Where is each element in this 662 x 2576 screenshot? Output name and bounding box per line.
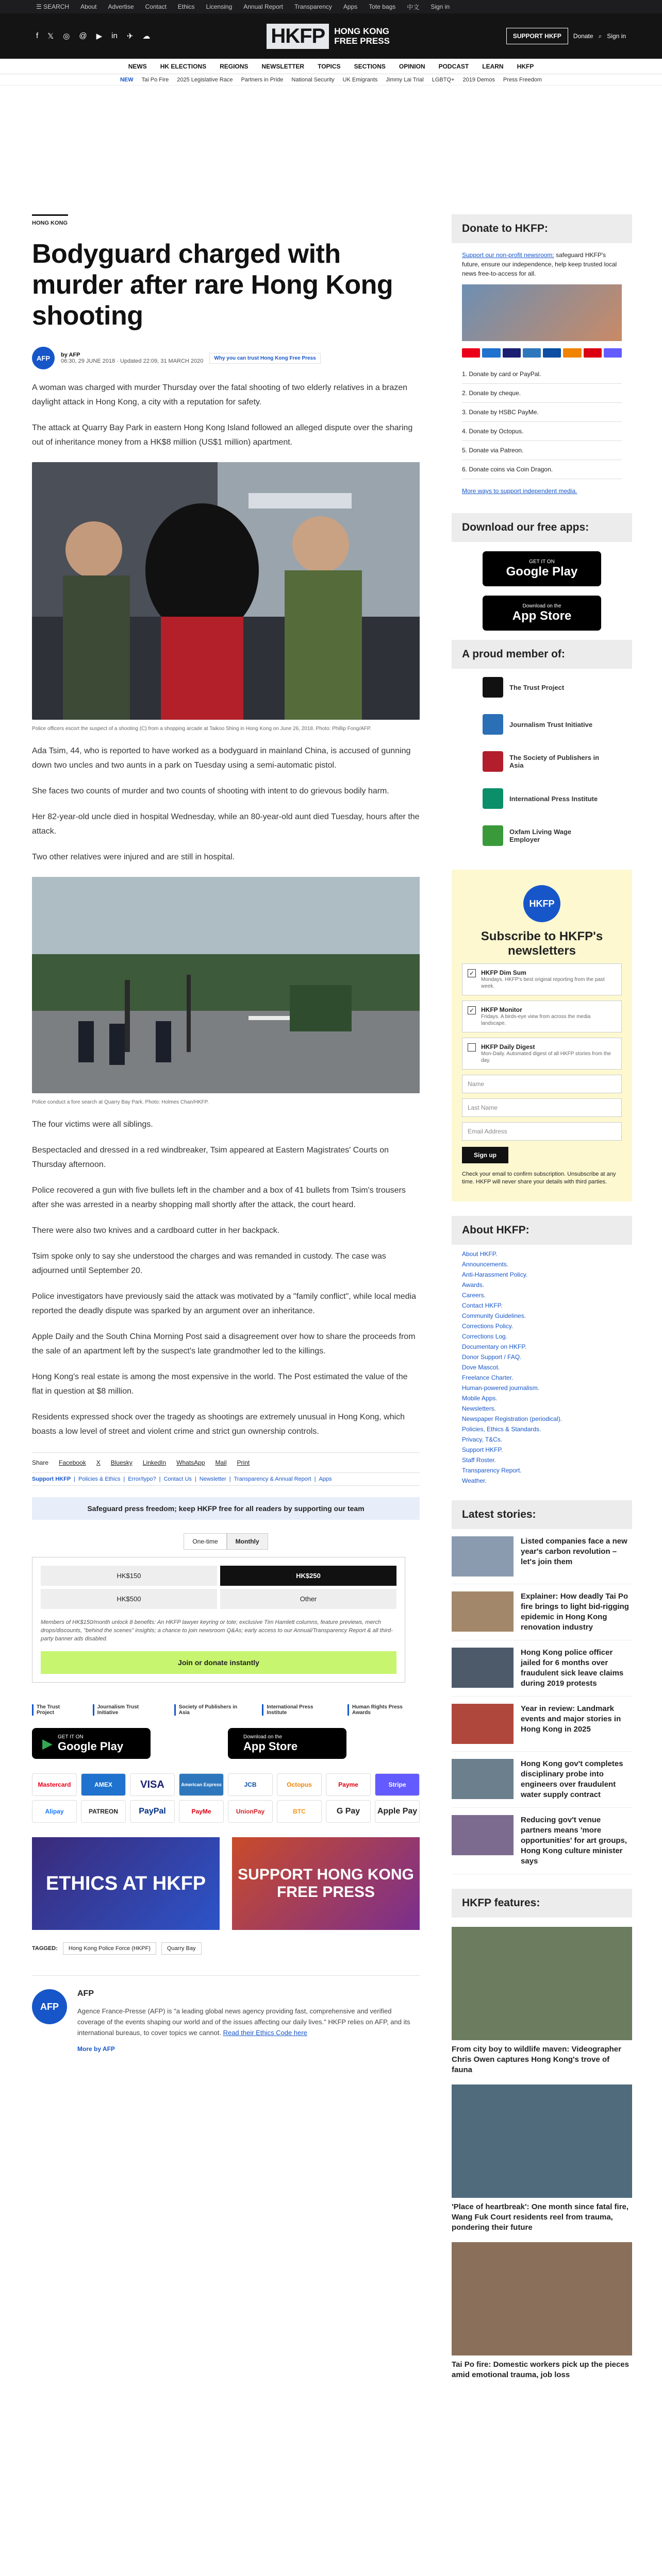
card-icon — [563, 348, 581, 358]
ipi-icon — [483, 788, 503, 809]
linkedin-icon[interactable]: in — [111, 31, 118, 40]
newsletter-name: HKFP Monitor — [481, 1006, 522, 1013]
support-link[interactable]: Policies & Ethics — [78, 1476, 121, 1482]
tags-label: TAGGED: — [32, 1945, 58, 1952]
newsletter-name: HKFP Dim Sum — [481, 969, 526, 976]
about-link[interactable]: Newspaper Registration (periodical). — [462, 1415, 562, 1422]
utility-search[interactable]: ☰ SEARCH — [36, 3, 70, 10]
about-link[interactable]: Newsletters. — [462, 1405, 496, 1412]
safeguard-banner[interactable]: Safeguard press freedom; keep HKFP free for all readers by supporting our team — [32, 1497, 420, 1520]
amount-option-other[interactable]: Other — [220, 1589, 396, 1609]
partner-logo[interactable]: Human Rights Press Awards — [347, 1704, 420, 1716]
latest-story[interactable] — [452, 1584, 632, 1640]
donate-method[interactable]: 2. Donate by cheque. — [462, 384, 622, 403]
sopa-icon — [483, 751, 503, 772]
utility-advertise[interactable]: Advertise — [108, 3, 134, 10]
ethics-banner[interactable]: ETHICS AT HKFP — [32, 1837, 220, 1930]
paragraph: A woman was charged with murder Thursday over the fatal shooting of two elderly relatives in a brazen daylight attack in Hong Kong, a city with a reputation for safety. — [32, 383, 408, 406]
as-label: App Store — [243, 1739, 298, 1753]
gp-label: Google Play — [58, 1739, 124, 1753]
about-link[interactable]: Documentary on HKFP. — [462, 1343, 527, 1350]
suspect-escort-photo — [32, 462, 420, 720]
donate-method[interactable]: 4. Donate by Octopus. — [462, 422, 622, 441]
donate-method[interactable]: 6. Donate coins via Coin Dragon. — [462, 460, 622, 479]
more-ways-link[interactable]: More ways to support independent media. — [462, 487, 577, 495]
newsletter-signup — [452, 870, 632, 1201]
payment-logo: Apple Pay — [375, 1800, 420, 1823]
story-thumbnail — [452, 1815, 514, 1855]
member-logo[interactable] — [452, 817, 632, 854]
donate-heading: Donate to HKFP: — [452, 214, 632, 243]
menu-topics[interactable]: TOPICS — [318, 62, 341, 70]
donate-image — [462, 284, 622, 341]
trust-project-icon — [483, 677, 503, 698]
share-linkedin[interactable]: LinkedIn — [142, 1459, 167, 1466]
donate-method[interactable]: 3. Donate by HSBC PayMe. — [462, 403, 622, 422]
menu-opinion[interactable]: OPINION — [399, 62, 425, 70]
frequency-toggle — [32, 1533, 420, 1550]
story-thumbnail — [452, 1536, 514, 1577]
payment-logo: UnionPay — [228, 1800, 273, 1823]
paragraph: Her 82-year-old uncle died in hospital Wednesday, while an 80-year-old aunt died Tuesday, hours after the attack. — [32, 812, 420, 836]
share-whatsapp[interactable]: WhatsApp — [176, 1459, 205, 1466]
partner-logo[interactable]: International Press Institute — [262, 1704, 332, 1716]
payment-logo: PATREON — [81, 1800, 126, 1823]
gp-small: GET IT ON — [58, 1734, 84, 1740]
donate-text: safeguard HKFP's future, ensure our independence, help keep trusted local news free-to-access for all. — [462, 251, 617, 277]
partner-logo[interactable]: The Trust Project — [32, 1704, 77, 1716]
support-link[interactable]: Apps — [319, 1476, 332, 1482]
latest-story[interactable] — [452, 1529, 632, 1584]
trending-item[interactable]: 2019 Demos — [462, 76, 495, 83]
toggle-one-time[interactable]: One-time — [184, 1533, 226, 1550]
card-icon — [482, 348, 500, 358]
ethics-code-link[interactable]: Read their Ethics Code here — [223, 2029, 307, 2037]
as-small: Download on the — [243, 1734, 283, 1740]
feature-story[interactable] — [452, 1927, 632, 2075]
member-heading: A proud member of: — [452, 640, 632, 669]
about-link[interactable]: Corrections Policy. — [462, 1323, 514, 1330]
signup-button[interactable]: Sign up — [462, 1147, 508, 1163]
logo-text — [334, 26, 390, 46]
support-link[interactable]: Newsletter — [199, 1476, 226, 1482]
member-name: International Press Institute — [509, 794, 598, 803]
article — [32, 214, 420, 2053]
as-small: Download on the — [522, 603, 561, 609]
paragraph: Bespectacled and dressed in a red windbreaker, Tsim appeared at Eastern Magistrates' Courts on Thursday afternoon. — [32, 1146, 389, 1169]
quarry-bay-photo — [32, 877, 420, 1093]
donate-nonprofit-link[interactable]: Support our non-profit newsroom: — [462, 251, 554, 259]
donate-block — [452, 243, 632, 503]
youtube-icon[interactable]: ▶ — [96, 32, 103, 41]
latest-story[interactable] — [452, 1808, 632, 1874]
about-link[interactable]: Dove Mascot. — [462, 1364, 500, 1371]
newsletter-logo: HKFP — [523, 885, 560, 922]
newsletter-name: HKFP Daily Digest — [481, 1043, 535, 1050]
app-store-button[interactable] — [228, 1728, 346, 1759]
donate-methods — [462, 365, 622, 479]
telegram-icon[interactable]: ✈ — [126, 32, 134, 41]
latest-heading: Latest stories: — [452, 1500, 632, 1529]
menu-podcast[interactable]: PODCAST — [438, 62, 469, 70]
toggle-monthly[interactable]: Monthly — [227, 1533, 268, 1550]
utility-ethics[interactable]: Ethics — [177, 3, 195, 10]
share-mail[interactable]: Mail — [215, 1459, 227, 1466]
publish-date: 06:30, 29 JUNE 2018 · Updated 22:09, 31 MARCH 2020 — [61, 358, 204, 364]
amount-option[interactable]: HK$150 — [41, 1566, 217, 1586]
member-logo[interactable] — [452, 669, 632, 706]
sidebar-app-store[interactable] — [483, 596, 601, 631]
feature-title: From city boy to wildlife maven: Videographer Chris Owen captures Hong Kong's trove of fauna — [452, 2045, 621, 2074]
about-link[interactable]: Mobile Apps. — [462, 1395, 498, 1402]
email-input[interactable]: Email Address — [462, 1122, 622, 1141]
google-play-button[interactable] — [32, 1728, 151, 1759]
payment-logo: PayMe — [179, 1800, 224, 1823]
join-donate-button[interactable]: Join or donate instantly — [41, 1651, 396, 1674]
trending-new-label: NEW — [120, 76, 134, 83]
menu-news[interactable]: NEWS — [128, 62, 147, 70]
payment-logo: Alipay — [32, 1800, 77, 1823]
share-label: Share — [32, 1459, 49, 1466]
story-thumbnail — [452, 1591, 514, 1632]
story-title: Reducing gov't venue partners means 'more opportunities' for art groups, Hong Kong culture minister says — [521, 1816, 627, 1866]
apps-heading: Download our free apps: — [452, 513, 632, 542]
member-logo[interactable] — [452, 743, 632, 780]
payment-logo: G Pay — [326, 1800, 371, 1823]
payment-logo: AMEX — [81, 1773, 126, 1796]
newsletter-desc: Mondays. HKFP's best original reporting from the past week. — [481, 977, 605, 989]
features-heading: HKFP features: — [452, 1889, 632, 1918]
about-link[interactable]: Community Guidelines. — [462, 1312, 526, 1319]
utility-chinese[interactable]: 中文 — [407, 3, 420, 11]
main-menu — [0, 59, 662, 74]
paragraph: Residents expressed shock over the tragedy as shootings are extremely unusual in Hong Kong, which boasts a low level of street and violent crime and strict gun ownership controls. — [32, 1413, 405, 1436]
payment-logo: PayPal — [130, 1800, 175, 1823]
name-input[interactable]: Name — [462, 1075, 622, 1093]
utility-signin[interactable]: Sign in — [431, 3, 450, 10]
menu-hk-elections[interactable]: HK ELECTIONS — [160, 62, 207, 70]
about-link[interactable]: Transparency Report. — [462, 1467, 522, 1474]
story-thumbnail — [452, 1759, 514, 1799]
trending-item[interactable]: Partners in Pride — [241, 76, 284, 83]
paragraph: Police investigators have previously said the attack was motivated by a "family conflict", while local media reported the deadly dispute was sparked by an argument over an inheritance. — [32, 1292, 417, 1315]
card-icon — [462, 348, 480, 358]
payment-logo: VISA — [130, 1773, 175, 1796]
oxfam-icon — [483, 825, 503, 846]
member-logo[interactable] — [452, 780, 632, 817]
newsletter-option[interactable] — [462, 1001, 622, 1032]
play-icon: ▶ — [42, 1735, 53, 1751]
card-icon — [604, 348, 622, 358]
menu-regions[interactable]: REGIONS — [220, 62, 249, 70]
trending-bar — [0, 74, 662, 86]
about-link[interactable]: Announcements. — [462, 1261, 509, 1268]
article-body — [32, 381, 420, 1439]
x-icon[interactable]: 𝕏 — [47, 32, 54, 41]
donate-method[interactable]: 1. Donate by card or PayPal. — [462, 365, 622, 384]
member-name: Journalism Trust Initiative — [509, 720, 593, 728]
trending-item[interactable]: UK Emigrants — [342, 76, 378, 83]
story-title: Hong Kong gov't completes disciplinary probe into engineers over fraudulent water supply contract — [521, 1759, 623, 1799]
about-link[interactable]: Freelance Charter. — [462, 1374, 514, 1381]
feature-story[interactable] — [452, 2242, 632, 2380]
section-label-text: HONG KONG — [32, 220, 68, 226]
card-icon — [523, 348, 541, 358]
tags — [32, 1942, 420, 1955]
payment-logo: Mastercard — [32, 1773, 77, 1796]
member-name: The Trust Project — [509, 683, 565, 691]
about-link[interactable]: Anti-Harassment Policy. — [462, 1271, 528, 1278]
paragraph: Apple Daily and the South China Morning Post said a disagreement over how to share the proceeds from the sale of an apartment left by the suspect's late grandmother led to the killings. — [32, 1332, 416, 1355]
feature-image — [452, 2242, 632, 2355]
paragraph: She faces two counts of murder and two counts of shooting with intent to do grievous bodily harm. — [32, 787, 389, 795]
sidebar-google-play[interactable] — [483, 551, 601, 586]
amount-option-selected[interactable]: HK$250 — [220, 1566, 396, 1586]
trending-item[interactable]: National Security — [291, 76, 335, 83]
support-hkfp-button[interactable]: SUPPORT HKFP — [506, 28, 568, 44]
masthead — [0, 13, 662, 59]
social-links — [36, 31, 150, 41]
share-x[interactable]: X — [96, 1459, 101, 1466]
trust-badge[interactable]: Why you can trust Hong Kong Free Press — [209, 353, 320, 364]
feature-image — [452, 2084, 632, 2198]
share-facebook[interactable]: Facebook — [59, 1459, 86, 1466]
share-bluesky[interactable]: Bluesky — [110, 1459, 133, 1466]
tag[interactable]: Hong Kong Police Force (HKPF) — [63, 1942, 156, 1955]
membership-note: Members of HK$150/month unlock 8 benefits: An HKFP lawyer keyring or tote; exclusive Tim Hamlett columns, feature previews, merch drops/discounts, "behind the scenes" insights; a chance to join newsroom Q&As; early access to our Annual/Transparency Report & all third-party banner ads disabled. — [41, 1619, 393, 1642]
paragraph: There were also two knives and a cardboard cutter in her backpack. — [32, 1226, 280, 1235]
paragraph: Tsim spoke only to say she understood the charges and was remanded in custody. The case was adjourned until September 20. — [32, 1252, 386, 1275]
donation-form — [32, 1557, 405, 1683]
latest-story[interactable] — [452, 1640, 632, 1697]
story-title: Year in review: Landmark events and major stories in Hong Kong in 2025 — [521, 1704, 621, 1734]
gp-small: GET IT ON — [529, 558, 555, 565]
story-title: Explainer: How deadly Tai Po fire brings to light bid-rigging epidemic in Hong Kong renovation industry — [521, 1592, 629, 1632]
utility-apps[interactable]: Apps — [343, 3, 358, 10]
card-icon — [543, 348, 561, 358]
newsletter-title: Subscribe to HKFP's newsletters — [481, 929, 603, 958]
about-link[interactable]: Weather. — [462, 1477, 487, 1484]
photo-caption: Police conduct a fore search at Quarry Bay Park. Photo: Holmes Chan/HKFP. — [32, 1099, 209, 1105]
partner-logos — [32, 1704, 420, 1716]
gp-label: Google Play — [506, 564, 578, 579]
trending-item[interactable]: Press Freedom — [503, 76, 542, 83]
utility-tote-bags[interactable]: Tote bags — [369, 3, 396, 10]
story-thumbnail — [452, 1648, 514, 1688]
about-link[interactable]: Policies, Ethics & Standards. — [462, 1426, 541, 1433]
logo-mark: HKFP — [267, 24, 329, 49]
trending-item[interactable]: Jimmy Lai Trial — [386, 76, 424, 83]
feature-title: Tai Po fire: Domestic workers pick up the pieces amid emotional trauma, job loss — [452, 2360, 629, 2379]
author-box — [32, 1975, 420, 2053]
card-icon — [584, 348, 602, 358]
card-icon — [503, 348, 521, 358]
article-title: Bodyguard charged with murder after rare Hong Kong shooting — [32, 239, 393, 331]
newsletter-desc: Mon-Daily. Automated digest of all HKFP stories from the day. — [481, 1051, 611, 1063]
utility-transparency[interactable]: Transparency — [294, 3, 332, 10]
about-links — [452, 1245, 632, 1486]
newsletter-note: Check your email to confirm subscription. Unsubscribe at any time. HKFP will never share your details with third parties. — [462, 1171, 616, 1185]
donate-method[interactable]: 5. Donate via Patreon. — [462, 441, 622, 460]
search-icon[interactable]: ⌕ — [598, 32, 602, 40]
utility-annual-report[interactable]: Annual Report — [243, 3, 283, 10]
menu-hkfp[interactable]: HKFP — [517, 62, 534, 70]
newsletter-option[interactable] — [462, 1038, 622, 1070]
about-link[interactable]: About HKFP. — [462, 1250, 498, 1258]
latest-story[interactable] — [452, 1752, 632, 1808]
utility-bar — [0, 0, 662, 13]
author-bio-text: Agence France-Presse (AFP) is "a leading global news agency providing fast, comprehensive and verified coverage of the events shaping our world and of the issues affecting our daily lives." HKFP relies on AFP, and its international bureaus, to cover topics we cannot. — [77, 2007, 410, 2037]
last-name-input[interactable]: Last Name — [462, 1098, 622, 1117]
about-link[interactable]: Careers. — [462, 1292, 486, 1299]
story-title: Listed companies face a new year's carbon revolution – let's join them — [521, 1537, 627, 1566]
paragraph: Police recovered a gun with five bullets left in the chamber and a box of 41 bullets from Tsim's trousers after she was arrested in a nearby shopping mall shortly after the attack, the court heard. — [32, 1186, 406, 1209]
donate-payment-icons — [462, 348, 622, 358]
author-box-name[interactable]: AFP — [77, 1989, 94, 1998]
logo-line-1: HONG KONG — [334, 26, 389, 36]
paragraph: The four victims were all siblings. — [32, 1120, 153, 1129]
section-label[interactable] — [32, 214, 68, 226]
checkbox-checked[interactable]: ✓ — [468, 1006, 476, 1014]
as-label: App Store — [512, 608, 572, 623]
feature-image — [452, 1927, 632, 2040]
app-store-row — [32, 1728, 420, 1759]
utility-contact[interactable]: Contact — [145, 3, 167, 10]
member-name: Oxfam Living Wage Employer — [509, 828, 572, 843]
sidebar — [452, 214, 632, 2380]
menu-sections[interactable]: SECTIONS — [354, 62, 386, 70]
paragraph: Two other relatives were injured and are still in hospital. — [32, 853, 235, 861]
menu-newsletter[interactable]: NEWSLETTER — [261, 62, 305, 70]
amount-option[interactable]: HK$500 — [41, 1589, 217, 1609]
signin-link[interactable]: Sign in — [607, 32, 626, 40]
payment-logo: Stripe — [375, 1773, 420, 1796]
trending-item[interactable]: LGBTQ+ — [432, 76, 455, 83]
paragraph: The attack at Quarry Bay Park in eastern Hong Kong Island followed an alleged dispute over the sharing out of inheritance money from a HK$8 million (US$1 million) apartment. — [32, 423, 413, 447]
latest-stories — [452, 1529, 632, 1874]
story-thumbnail — [452, 1704, 514, 1744]
support-link[interactable]: Contact Us — [163, 1476, 192, 1482]
latest-story[interactable] — [452, 1697, 632, 1752]
payment-logo: American Express — [179, 1773, 224, 1796]
about-heading: About HKFP: — [452, 1216, 632, 1245]
about-link[interactable]: Human-powered journalism. — [462, 1384, 540, 1392]
newsletter-desc: Fridays. A birds-eye view from across the media landscape. — [481, 1014, 591, 1026]
support-links: Support HKFP | Policies & Ethics | Error/typo? | Contact Us | Newsletter | Transparency & Annual Report | Apps — [32, 1472, 420, 1486]
partner-logo[interactable]: Society of Publishers in Asia — [174, 1704, 247, 1716]
trending-item[interactable]: Tai Po Fire — [141, 76, 169, 83]
partner-logo[interactable]: Journalism Trust Initiative — [93, 1704, 159, 1716]
tag[interactable]: Quarry Bay — [161, 1942, 202, 1955]
donate-link[interactable]: Donate — [573, 32, 593, 40]
jti-icon — [483, 714, 503, 735]
member-logo[interactable] — [452, 706, 632, 743]
support-link[interactable]: Support HKFP — [32, 1476, 71, 1482]
bluesky-icon[interactable]: ☁ — [142, 32, 151, 41]
payment-logo: Payme — [326, 1773, 371, 1796]
about-link[interactable]: Staff Roster. — [462, 1456, 496, 1464]
photo-caption: Police officers escort the suspect of a shooting (C) from a shopping arcade at Taikoo Shing in Hong Kong on June 26, 2018. Photo: Phillip Fong/AFP. — [32, 726, 372, 732]
site-logo[interactable] — [267, 24, 390, 49]
instagram-icon[interactable]: ◎ — [63, 32, 70, 41]
logo-line-2: FREE PRESS — [334, 36, 390, 46]
support-banner[interactable]: SUPPORT HONG KONG FREE PRESS — [232, 1837, 420, 1930]
checkbox-checked[interactable]: ✓ — [468, 969, 476, 977]
share-print[interactable]: Print — [237, 1459, 250, 1466]
share-bar — [32, 1452, 420, 1466]
feature-story[interactable] — [452, 2084, 632, 2233]
trending-item[interactable]: 2025 Legislative Race — [177, 76, 233, 83]
paragraph: Ada Tsim, 44, who is reported to have worked as a bodyguard in mainland China, is accused of gunning down two uncles and two aunts in a park on Tuesday using a semi-automatic pistol. — [32, 747, 411, 770]
about-link[interactable]: Contact HKFP. — [462, 1302, 503, 1309]
author-bio — [77, 2006, 420, 2038]
about-link[interactable]: Awards. — [462, 1281, 485, 1289]
payment-logo: Octopus — [277, 1773, 322, 1796]
utility-licensing[interactable]: Licensing — [206, 3, 233, 10]
feature-title: 'Place of heartbreak': One month since fatal fire, Wang Fuk Court residents reel from trauma, pondering their future — [452, 2202, 629, 2232]
payment-logo: JCB — [228, 1773, 273, 1796]
facebook-icon[interactable]: f — [36, 31, 39, 40]
about-link[interactable]: Donor Support / FAQ. — [462, 1353, 522, 1361]
masthead-actions — [506, 28, 626, 44]
support-link[interactable]: Transparency & Annual Report — [234, 1476, 311, 1482]
checkbox-unchecked[interactable] — [468, 1043, 476, 1052]
utility-about[interactable]: About — [80, 3, 97, 10]
promo-banners — [32, 1837, 420, 1930]
newsletter-option[interactable] — [462, 963, 622, 995]
threads-icon[interactable]: @ — [79, 31, 87, 40]
about-link[interactable]: Support HKFP. — [462, 1446, 503, 1453]
paragraph: Hong Kong's real estate is among the most expensive in the world. The Post estimated the value of the flat in question at $8 million. — [32, 1372, 408, 1396]
about-link[interactable]: Corrections Log. — [462, 1333, 508, 1340]
more-by-author[interactable]: More by AFP — [77, 2045, 115, 2053]
author-box-avatar[interactable]: AFP — [32, 1989, 67, 2024]
author-name[interactable]: by AFP — [61, 352, 80, 358]
support-link[interactable]: Error/typo? — [128, 1476, 156, 1482]
menu-learn[interactable]: LEARN — [482, 62, 504, 70]
member-name: The Society of Publishers in Asia — [509, 754, 600, 769]
payment-methods — [32, 1773, 420, 1823]
story-title: Hong Kong police officer jailed for 6 months over fraudulent sick leave claims during 2019 protests — [521, 1648, 624, 1688]
author-avatar[interactable]: AFP — [32, 347, 55, 369]
byline — [32, 347, 420, 369]
about-link[interactable]: Privacy, T&Cs. — [462, 1436, 503, 1443]
payment-logo: BTC — [277, 1800, 322, 1823]
